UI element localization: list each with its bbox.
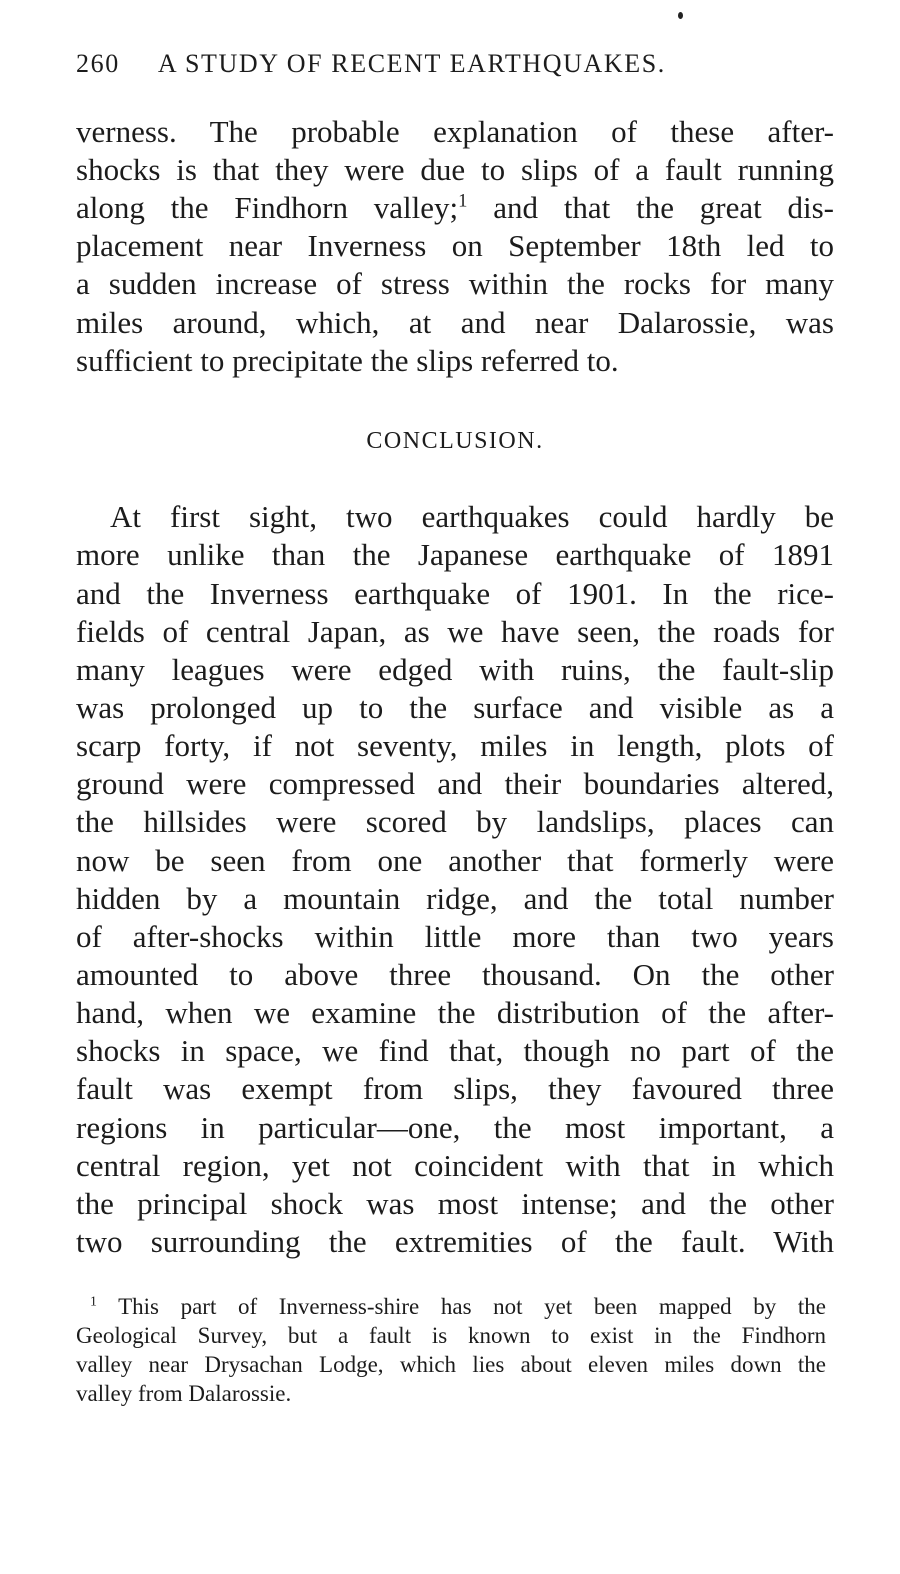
text-line: fault was exempt from slips, they favoured three bbox=[76, 1071, 834, 1106]
text-line: now be seen from one another that formerly were bbox=[76, 843, 834, 878]
text-span: This part of Inverness-shire has not yet been mapped by the bbox=[96, 1294, 826, 1319]
text-line: hand, when we examine the distribution of the after- bbox=[76, 995, 834, 1030]
text-line: hidden by a mountain ridge, and the total number bbox=[76, 881, 834, 916]
text-line: and the Inverness earthquake of 1901. In the rice- bbox=[76, 576, 834, 611]
section-heading: CONCLUSION. bbox=[366, 428, 544, 454]
footnote-line: valley near Drysachan Lodge, which lies about eleven miles down the bbox=[76, 1352, 826, 1377]
page-number: 260 bbox=[76, 49, 120, 78]
footnote-line: Geological Survey, but a fault is known to exist in the Findhorn bbox=[76, 1323, 826, 1348]
text-line: verness. The probable explanation of these after- bbox=[76, 114, 834, 149]
text-line: miles around, which, at and near Dalarossie, was bbox=[76, 305, 834, 340]
text-line: was prolonged up to the surface and visible as a bbox=[76, 690, 834, 725]
text-line: regions in particular—one, the most important, a bbox=[76, 1110, 834, 1145]
text-line: amounted to above three thousand. On the other bbox=[76, 957, 834, 992]
text-line: placement near Inverness on September 18th led to bbox=[76, 228, 834, 263]
text-line: of after-shocks within little more than two years bbox=[76, 919, 834, 954]
footnote-reference: 1 bbox=[458, 190, 468, 212]
footnote-marker: 1 bbox=[90, 1293, 97, 1309]
text-line: sufficient to precipitate the slips referred to. bbox=[76, 343, 619, 378]
text-line bbox=[76, 189, 834, 227]
footnote-line bbox=[90, 1292, 826, 1321]
text-span: and that the great dis- bbox=[467, 190, 835, 225]
running-header bbox=[76, 49, 836, 79]
text-line: shocks in space, we find that, though no part of the bbox=[76, 1033, 834, 1068]
text-line: shocks is that they were due to slips of a fault running bbox=[76, 152, 834, 187]
text-line: At first sight, two earthquakes could hardly be bbox=[110, 499, 834, 534]
footnote-line: valley from Dalarossie. bbox=[76, 1381, 292, 1406]
text-line: more unlike than the Japanese earthquake of 1891 bbox=[76, 537, 834, 572]
text-span: along the Findhorn valley; bbox=[76, 190, 459, 225]
text-line: ground were compressed and their boundaries altered, bbox=[76, 766, 834, 801]
text-line: fields of central Japan, as we have seen, the roads for bbox=[76, 614, 834, 649]
text-line: two surrounding the extremities of the fault. With bbox=[76, 1224, 834, 1259]
ink-speck bbox=[678, 12, 683, 19]
text-line: central region, yet not coincident with that in which bbox=[76, 1148, 834, 1183]
text-line: scarp forty, if not seventy, miles in length, plots of bbox=[76, 728, 834, 763]
text-line: a sudden increase of stress within the rocks for many bbox=[76, 266, 834, 301]
text-line: the hillsides were scored by landslips, places can bbox=[76, 804, 834, 839]
running-title: A STUDY OF RECENT EARTHQUAKES. bbox=[157, 49, 666, 78]
text-line: many leagues were edged with ruins, the fault-slip bbox=[76, 652, 834, 687]
text-line: the principal shock was most intense; and the other bbox=[76, 1186, 834, 1221]
